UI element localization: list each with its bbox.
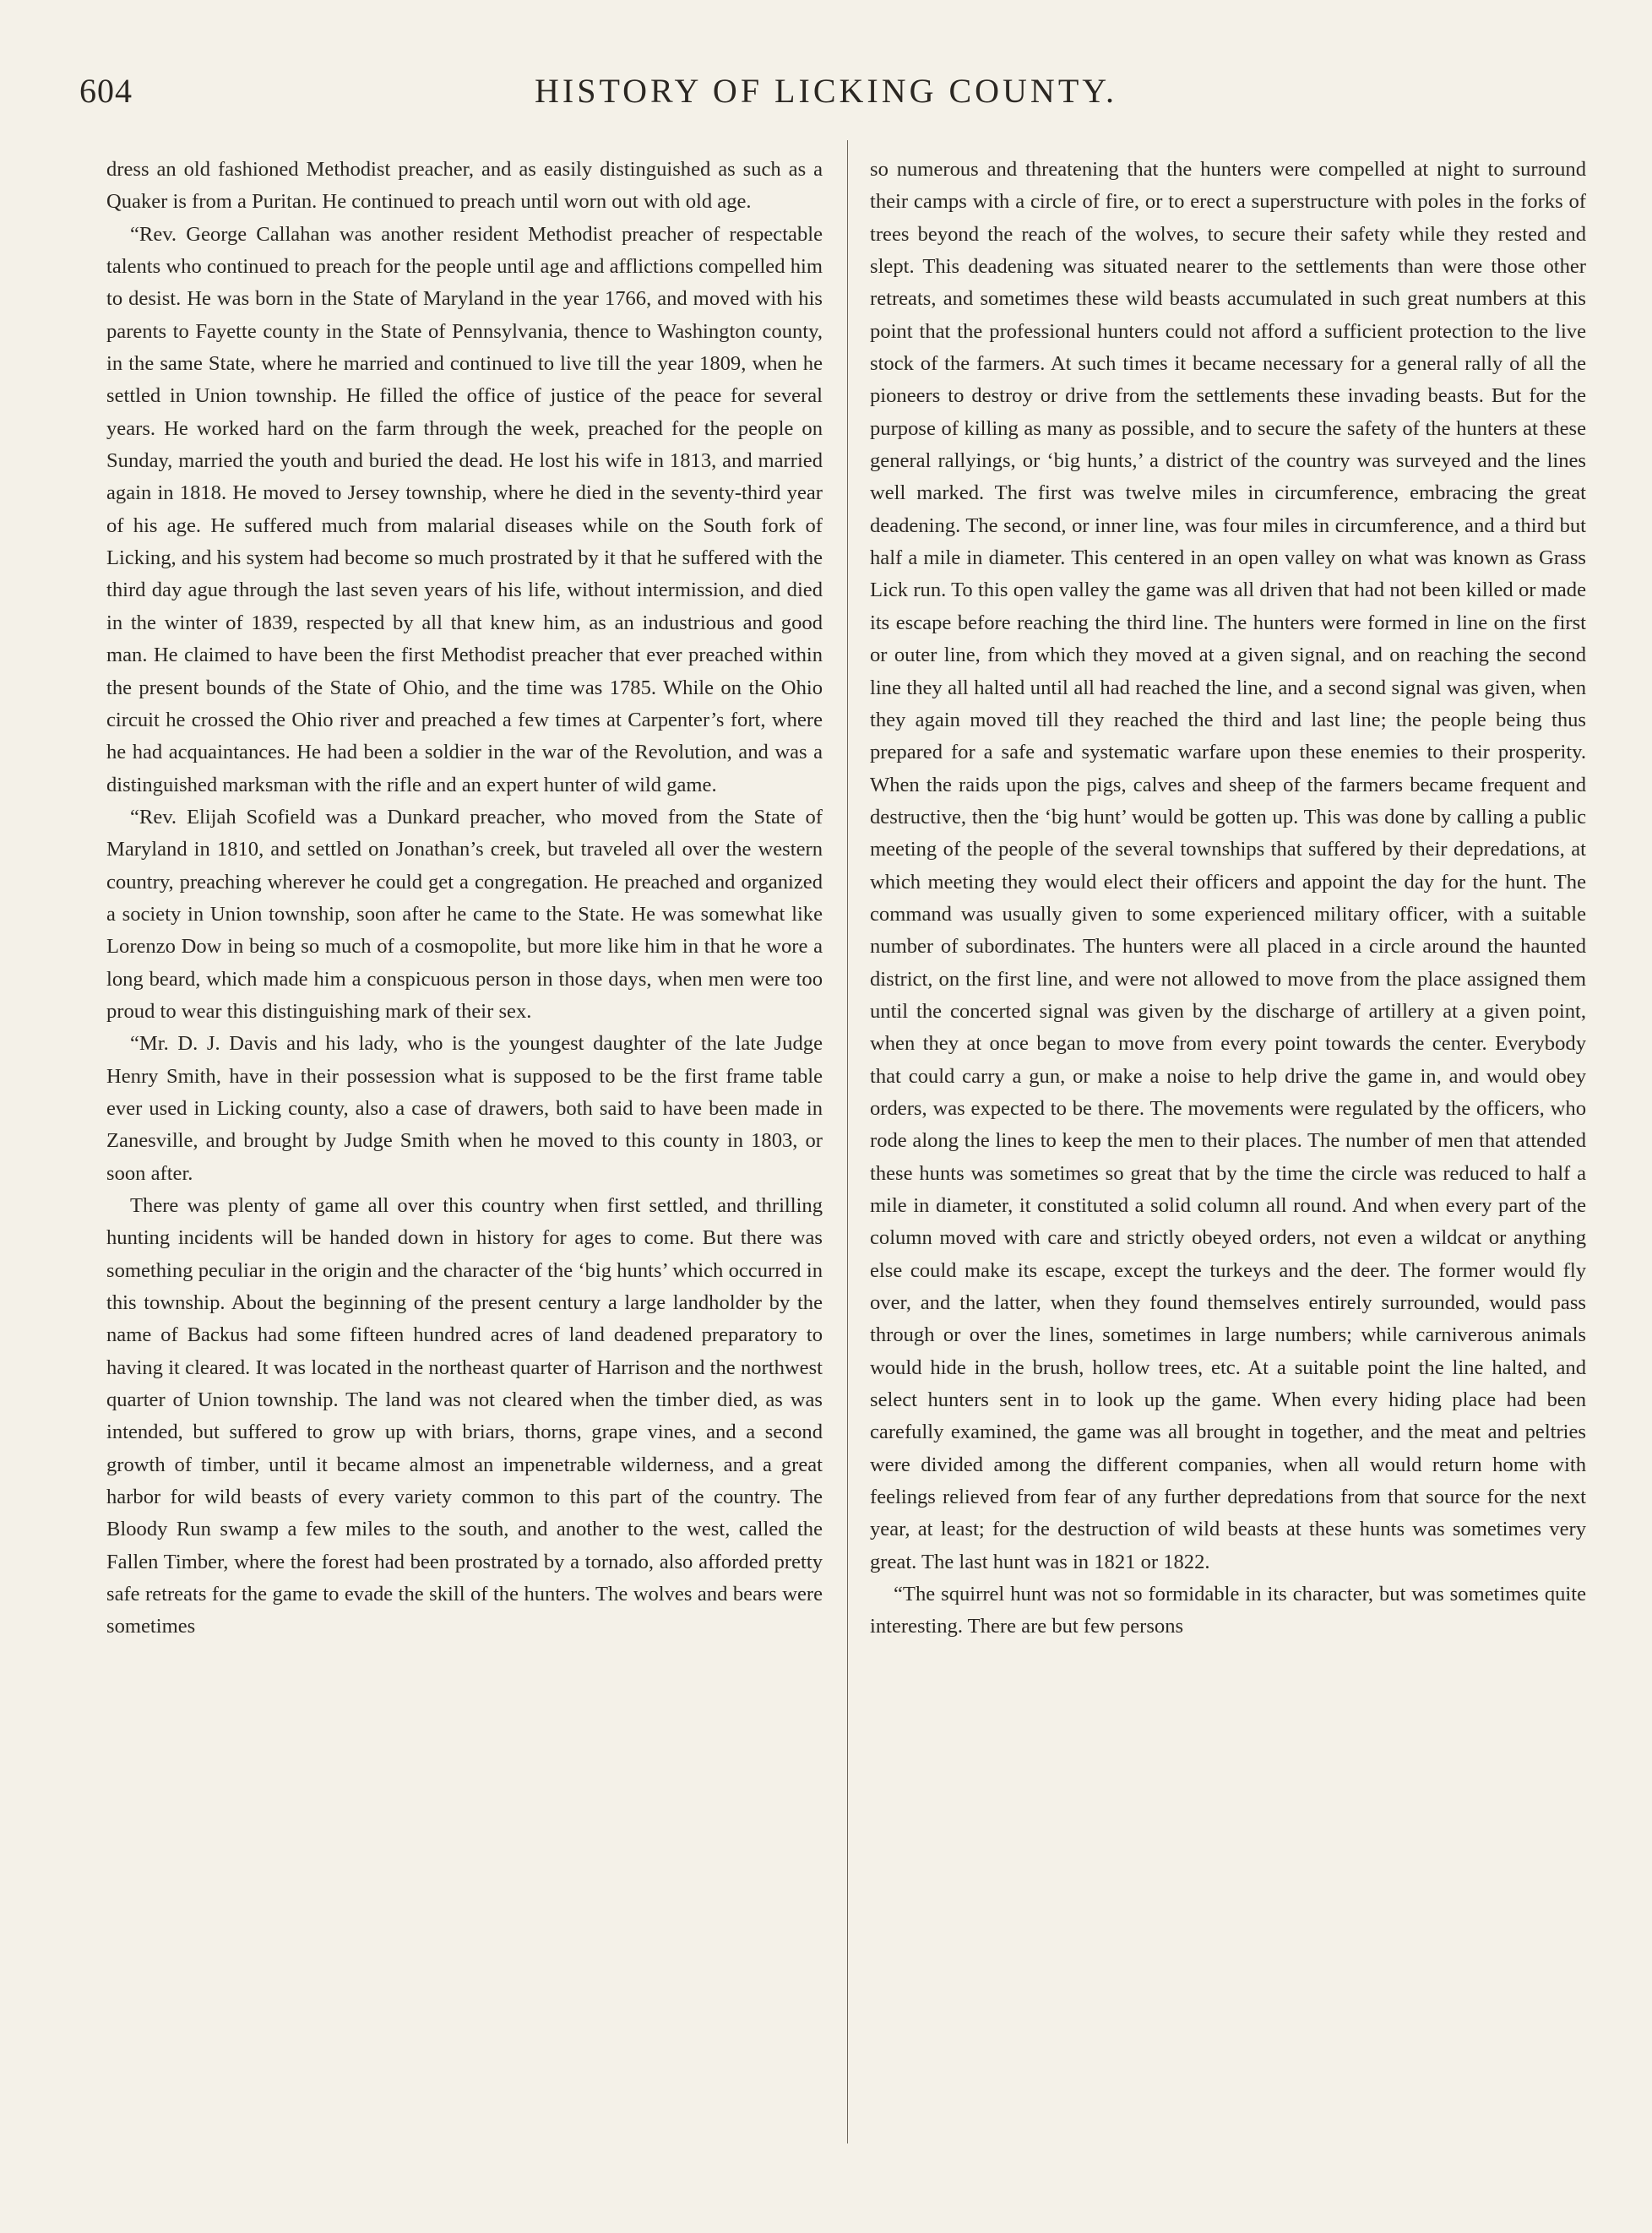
column-divider — [847, 140, 848, 2143]
right-column — [870, 154, 1586, 1644]
paragraph: There was plenty of game all over this country when first settled, and thrilling hunting incidents will be handed down in history for ages to come. But there was something peculiar in the origin and the character of the ‘big hunts’ which occurred in this township. About the beginning of the present century a large landholder by the name of Backus had some fifteen hundred acres of land deadened preparatory to having it cleared. It was located in the northeast quarter of Harrison and the northwest quarter of Union township. The land was not cleared when the timber died, as was intended, but suffered to grow up with briars, thorns, grape vines, and a second growth of timber, until it became almost an impenetrable wilderness, and a great harbor for wild beasts of every variety common to this part of the country. The Bloody Run swamp a few miles to the south, and another to the west, called the Fallen Timber, where the forest had been prostrated by a tornado, also afforded pretty safe retreats for the game to evade the skill of the hunters. The wolves and bears were sometimes — [106, 1194, 823, 1638]
left-column — [106, 154, 823, 1644]
paragraph: so numerous and threatening that the hunters were compelled at night to surround their camps with a circle of fire, or to erect a superstructure with poles in the forks of trees beyond the reach of the wolves, to secure their safety while they rested and slept. This deadening was situated nearer to the settlements than were those other retreats, and sometimes these wild beasts accumulated in such great numbers at this point that the professional hunters could not afford a sufficient protection to the live stock of the farmers. At such times it became necessary for a general rally of all the pioneers to destroy or drive from the settlements these invading beasts. But for the purpose of killing as many as possible, and to secure the safety of the hunters at these general rallyings, or ‘big hunts,’ a district of the country was surveyed and the lines well marked. The first was twelve miles in circumference, embracing the great deadening. The second, or inner line, was four miles in circumference, and a third but half a mile in diameter. This centered in an open valley on what was known as Grass Lick run. To this open valley the game was all driven that had not been killed or made its escape before reaching the third line. The hunters were formed in line on the first or outer line, from which they moved at a given signal, and on reaching the second line they all halted until all had reached the line, and a second signal was given, when they again moved till they reached the third and last line; the people being thus prepared for a safe and systematic warfare upon these enemies to their prosperity. When the raids upon the pigs, calves and sheep of the farmers became frequent and destructive, then the ‘big hunt’ would be gotten up. This was done by calling a public meeting of the people of the several townships that suffered by their depredations, at which meeting they would elect their officers and appoint the day for the hunt. The command was usually given to some experienced military officer, with a suitable number of subordinates. The hunters were all placed in a circle around the haunted district, on the first line, and were not allowed to move from the place assigned them until the concerted signal was given by the discharge of artillery at a given point, when they at once began to move from every point towards the center. Everybody that could carry a gun, or make a noise to help drive the game in, and would obey orders, was expected to be there. The movements were regulated by the officers, who rode along the lines to keep the men to their places. The number of men that attended these hunts was sometimes so great that by the time the circle was reduced to half a mile in diameter, it constituted a solid column all round. And when every part of the column moved with care and strictly obeyed orders, not even a wildcat or anything else could make its escape, except the turkeys and the deer. The former would fly over, and the latter, when they found themselves entirely surrounded, would pass through or over the lines, sometimes in large numbers; while carniverous animals would hide in the brush, hollow trees, etc. At a suitable point the line halted, and select hunters sent in to look up the game. When every hiding place had been carefully examined, the game was all brought in together, and the meat and peltries were divided among the different companies, when all would return home with feelings relieved from fear of any further depredations from that source for the next year, at least; for the destruction of wild beasts at these hunts was sometimes very great. The last hunt was in 1821 or 1822. — [870, 158, 1586, 1573]
paragraph: “Mr. D. J. Davis and his lady, who is the youngest daughter of the late Judge Henry Smith, have in their possession what is supposed to be the first frame table ever used in Licking county, also a case of drawers, both said to have been made in Zanesville, and brought by Judge Smith when he moved to this county in 1803, or soon after. — [106, 1032, 823, 1185]
paragraph: “The squirrel hunt was not so formidable in its character, but was sometimes quite interesting. There are but few persons — [870, 1583, 1586, 1638]
page-number: 604 — [79, 72, 133, 110]
page-header — [0, 71, 1652, 122]
paragraph: “Rev. Elijah Scofield was a Dunkard preacher, who moved from the State of Maryland in 1810, and settled on Jonathan’s creek, but traveled all over the western country, preaching wherever he could get a congregation. He preached and organized a society in Union township, soon after he came to the State. He was somewhat like Lorenzo Dow in being so much of a cosmopolite, but more like him in that he wore a long beard, which made him a conspicuous person in those days, when men were too proud to wear this distinguishing mark of their sex. — [106, 805, 823, 1023]
paragraph: dress an old fashioned Methodist preacher, and as easily distinguished as such as a Quaker is from a Puritan. He continued to preach until worn out with old age. — [106, 158, 823, 214]
running-title: HISTORY OF LICKING COUNTY. — [535, 72, 1117, 110]
paragraph: “Rev. George Callahan was another resident Methodist preacher of respectable talents who continued to preach for the people until age and afflictions compelled him to desist. He was born in the State of Maryland in the year 1766, and moved with his parents to Fayette county in the State of Pennsylvania, thence to Washington county, in the same State, where he married and continued to live till the year 1809, when he settled in Union township. He filled the office of justice of the peace for several years. He worked hard on the farm through the week, preached for the people on Sunday, married the youth and buried the dead. He lost his wife in 1813, and married again in 1818. He moved to Jersey township, where he died in the seventy-third year of his age. He suffered much from malarial diseases while on the South fork of Licking, and his system had become so much prostrated by it that he suffered with the third day ague through the last seven years of his life, without intermission, and died in the winter of 1839, respected by all that knew him, as an industrious and good man. He claimed to have been the first Methodist preacher that ever preached within the present bounds of the State of Ohio, and the time was 1785. While on the Ohio circuit he crossed the Ohio river and preached a few times at Carpenter’s fort, where he had acquaintances. He had been a soldier in the war of the Revolution, and was a distinguished marksman with the rifle and an expert hunter of wild game. — [106, 222, 823, 796]
